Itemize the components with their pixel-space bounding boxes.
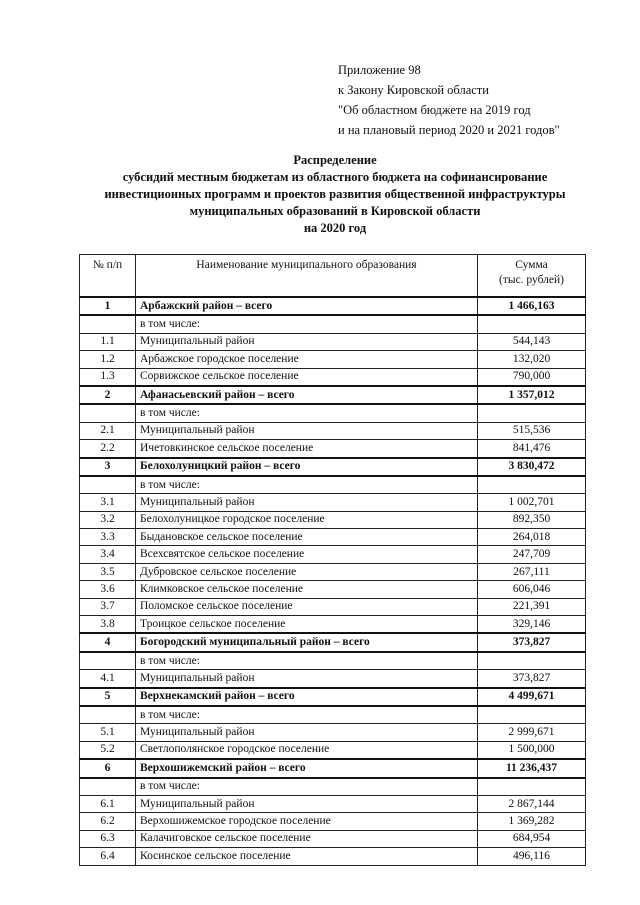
title-line: на 2020 год bbox=[303, 221, 367, 235]
row-name: в том числе: bbox=[136, 706, 478, 724]
title-line: субсидий местным бюджетам из областного бюджета на софинансирование bbox=[122, 170, 548, 184]
table-row bbox=[80, 652, 586, 670]
row-sum: 790,000 bbox=[478, 368, 586, 386]
row-name: в том числе: bbox=[136, 778, 478, 796]
row-name: Верхошижемское городское поселение bbox=[136, 813, 478, 830]
row-number: 3.5 bbox=[80, 563, 136, 580]
header-sum-line1: Сумма bbox=[515, 259, 548, 271]
row-sum bbox=[478, 315, 586, 333]
row-number: 1.2 bbox=[80, 351, 136, 368]
title-line: инвестиционных программ и проектов развития общественной инфраструктуры bbox=[104, 187, 566, 201]
row-number: 3.1 bbox=[80, 494, 136, 511]
row-number: 3.6 bbox=[80, 581, 136, 598]
table-row bbox=[80, 333, 586, 350]
table-row bbox=[80, 368, 586, 386]
row-number bbox=[80, 315, 136, 333]
row-name: Троицкое сельское поселение bbox=[136, 616, 478, 634]
row-sum bbox=[478, 778, 586, 796]
table-row bbox=[80, 813, 586, 830]
row-number: 2 bbox=[80, 386, 136, 404]
row-number: 3.7 bbox=[80, 598, 136, 615]
row-sum: 373,827 bbox=[478, 670, 586, 688]
header-num: № п/п bbox=[80, 255, 136, 298]
table-row bbox=[80, 795, 586, 812]
row-sum: 267,111 bbox=[478, 563, 586, 580]
row-name: в том числе: bbox=[136, 404, 478, 422]
row-name: Верхнекамский район – всего bbox=[136, 688, 478, 706]
appendix-line: и на плановый период 2020 и 2021 годов" bbox=[338, 123, 560, 137]
row-name: Калачиговское сельское поселение bbox=[136, 830, 478, 847]
table-row bbox=[80, 563, 586, 580]
row-number: 5.2 bbox=[80, 741, 136, 759]
row-sum: 1 500,000 bbox=[478, 741, 586, 759]
row-sum: 132,020 bbox=[478, 351, 586, 368]
table-row bbox=[80, 404, 586, 422]
row-number: 6.3 bbox=[80, 830, 136, 847]
row-number: 5 bbox=[80, 688, 136, 706]
row-name: Светлополянское городское поселение bbox=[136, 741, 478, 759]
row-sum bbox=[478, 404, 586, 422]
row-number: 6 bbox=[80, 759, 136, 777]
row-name: Быдановское сельское поселение bbox=[136, 529, 478, 546]
row-number: 2.1 bbox=[80, 422, 136, 439]
row-name: в том числе: bbox=[136, 652, 478, 670]
row-name: Муниципальный район bbox=[136, 494, 478, 511]
row-name: Белохолуницкий район – всего bbox=[136, 458, 478, 476]
row-name: Сорвижское сельское поселение bbox=[136, 368, 478, 386]
row-sum: 1 357,012 bbox=[478, 386, 586, 404]
table-row-total bbox=[80, 297, 586, 315]
row-name: в том числе: bbox=[136, 476, 478, 494]
row-sum: 2 999,671 bbox=[478, 724, 586, 741]
row-name: Муниципальный район bbox=[136, 333, 478, 350]
row-sum bbox=[478, 476, 586, 494]
table-row bbox=[80, 315, 586, 333]
table-row bbox=[80, 741, 586, 759]
row-sum: 1 369,282 bbox=[478, 813, 586, 830]
table-body bbox=[80, 297, 586, 865]
row-number: 4.1 bbox=[80, 670, 136, 688]
row-sum: 544,143 bbox=[478, 333, 586, 350]
table-row bbox=[80, 778, 586, 796]
row-number: 6.4 bbox=[80, 848, 136, 865]
table-row bbox=[80, 581, 586, 598]
table-row-total bbox=[80, 386, 586, 404]
row-sum: 221,391 bbox=[478, 598, 586, 615]
table-row bbox=[80, 351, 586, 368]
row-name: Поломское сельское поселение bbox=[136, 598, 478, 615]
row-number: 3.2 bbox=[80, 511, 136, 528]
row-name: Ичетовкинское сельское поселение bbox=[136, 440, 478, 458]
row-name: Муниципальный район bbox=[136, 795, 478, 812]
row-number: 1.1 bbox=[80, 333, 136, 350]
table-row bbox=[80, 670, 586, 688]
row-name: Муниципальный район bbox=[136, 670, 478, 688]
table-row bbox=[80, 546, 586, 563]
table-row bbox=[80, 494, 586, 511]
row-number: 3 bbox=[80, 458, 136, 476]
row-number: 4 bbox=[80, 633, 136, 651]
table-row bbox=[80, 598, 586, 615]
row-sum: 4 499,671 bbox=[478, 688, 586, 706]
row-sum: 264,018 bbox=[478, 529, 586, 546]
row-sum: 11 236,437 bbox=[478, 759, 586, 777]
row-sum: 1 002,701 bbox=[478, 494, 586, 511]
row-name: Арбажский район – всего bbox=[136, 297, 478, 315]
table-row-total bbox=[80, 759, 586, 777]
table-row-total bbox=[80, 633, 586, 651]
row-name: Косинское сельское поселение bbox=[136, 848, 478, 865]
row-number bbox=[80, 706, 136, 724]
row-name: Богородский муниципальный район – всего bbox=[136, 633, 478, 651]
subsidy-table bbox=[79, 254, 586, 866]
row-number: 3.3 bbox=[80, 529, 136, 546]
row-number: 3.4 bbox=[80, 546, 136, 563]
row-sum: 2 867,144 bbox=[478, 795, 586, 812]
header-sum bbox=[478, 255, 586, 298]
table-row bbox=[80, 848, 586, 865]
table-row bbox=[80, 724, 586, 741]
row-name: Муниципальный район bbox=[136, 724, 478, 741]
row-number bbox=[80, 404, 136, 422]
table-row bbox=[80, 830, 586, 847]
row-sum bbox=[478, 706, 586, 724]
row-sum: 1 466,163 bbox=[478, 297, 586, 315]
row-sum: 684,954 bbox=[478, 830, 586, 847]
row-name: в том числе: bbox=[136, 315, 478, 333]
row-number: 6.2 bbox=[80, 813, 136, 830]
appendix-line: "Об областном бюджете на 2019 год bbox=[338, 103, 531, 117]
row-number bbox=[80, 778, 136, 796]
row-number: 3.8 bbox=[80, 616, 136, 634]
row-name: Всехсвятское сельское поселение bbox=[136, 546, 478, 563]
table-row bbox=[80, 476, 586, 494]
row-number bbox=[80, 652, 136, 670]
appendix-line: Приложение 98 bbox=[338, 63, 421, 77]
row-sum: 329,146 bbox=[478, 616, 586, 634]
row-sum: 496,116 bbox=[478, 848, 586, 865]
appendix-line: к Закону Кировской области bbox=[338, 83, 489, 97]
table-row bbox=[80, 422, 586, 439]
document-title bbox=[70, 152, 600, 237]
row-name: Дубровское сельское поселение bbox=[136, 563, 478, 580]
appendix-note bbox=[338, 60, 560, 140]
row-name: Афанасьевский район – всего bbox=[136, 386, 478, 404]
table-row bbox=[80, 706, 586, 724]
row-name: Арбажское городское поселение bbox=[136, 351, 478, 368]
row-sum: 247,709 bbox=[478, 546, 586, 563]
row-number: 5.1 bbox=[80, 724, 136, 741]
row-number: 2.2 bbox=[80, 440, 136, 458]
row-sum bbox=[478, 652, 586, 670]
row-sum: 606,046 bbox=[478, 581, 586, 598]
table-row-total bbox=[80, 688, 586, 706]
row-name: Белохолуницкое городское поселение bbox=[136, 511, 478, 528]
table-row bbox=[80, 511, 586, 528]
row-number: 1 bbox=[80, 297, 136, 315]
table-row bbox=[80, 616, 586, 634]
row-name: Климковское сельское поселение bbox=[136, 581, 478, 598]
table-row bbox=[80, 440, 586, 458]
row-sum: 841,476 bbox=[478, 440, 586, 458]
row-sum: 515,536 bbox=[478, 422, 586, 439]
title-line: Распределение bbox=[293, 153, 377, 167]
table-row-total bbox=[80, 458, 586, 476]
title-line: муниципальных образований в Кировской области bbox=[189, 204, 481, 218]
row-number: 6.1 bbox=[80, 795, 136, 812]
row-name: Муниципальный район bbox=[136, 422, 478, 439]
header-name: Наименование муниципального образования bbox=[136, 255, 478, 298]
row-sum: 892,350 bbox=[478, 511, 586, 528]
header-sum-line2: (тыс. рублей) bbox=[498, 274, 565, 286]
row-number bbox=[80, 476, 136, 494]
row-sum: 3 830,472 bbox=[478, 458, 586, 476]
row-name: Верхошижемский район – всего bbox=[136, 759, 478, 777]
table-header-row bbox=[80, 255, 586, 298]
row-sum: 373,827 bbox=[478, 633, 586, 651]
table-row bbox=[80, 529, 586, 546]
row-number: 1.3 bbox=[80, 368, 136, 386]
